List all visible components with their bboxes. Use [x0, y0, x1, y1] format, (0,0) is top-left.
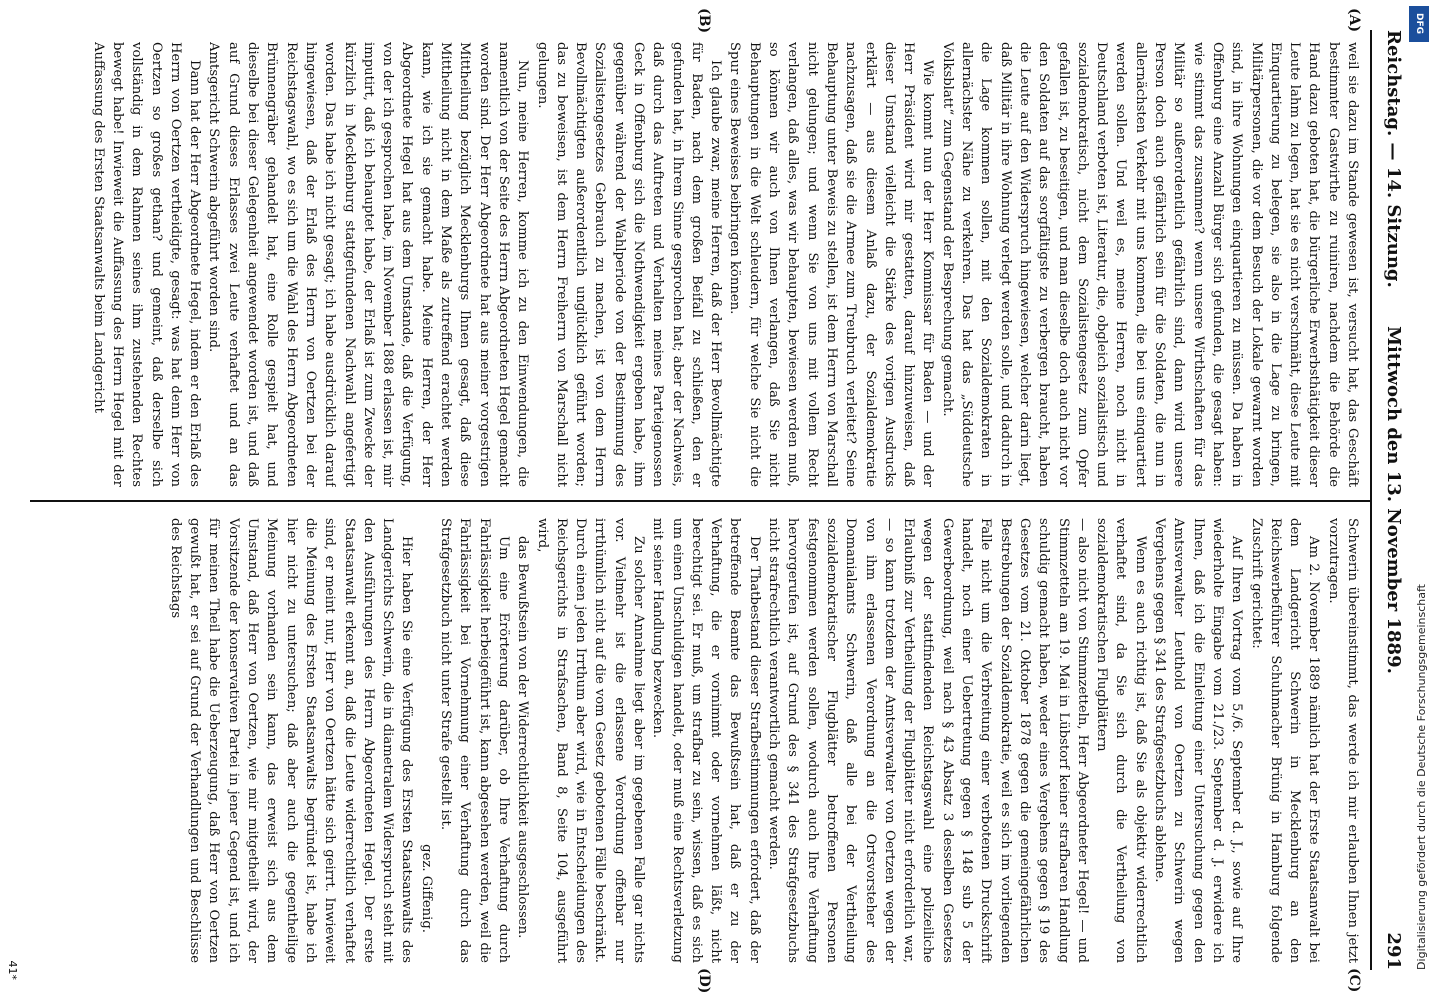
- paragraph: Dann hat der Herr Abgeordnete Hegel, indem er den Erlaß des Herrn von Oertzen vertheidigte, gesagt: was hat denn Herr von Oertzen so großes gethan? und gemeint, daß derselbe sich vollständig in dem Rahmen seines ihm zustehenden Rechtes bewegt habe! Inwieweit die Auffassung des Herrn Hegel mit der Auffassung des Ersten Staatsanwalts beim Landgericht: [90, 42, 203, 487]
- quoted-paragraph: Auf Ihren Vortrag vom 5./6. September d. J., sowie auf Ihre wiederholte Eingabe vom 21./23. September d. J. erwidere ich Ihnen, daß ich die Einleitung einer Untersuchung gegen den Amtsverwalter Leuthold von Oertzen zu Schwerin wegen Vergehens gegen § 341 des Strafgesetzbuchs ablehne.: [1152, 518, 1245, 963]
- quoted-paragraph: Wenn es auch richtig ist, daß Sie als objektiv widerrechtlich verhaftet sind, da Sie sich durch die Vertheilung von sozialdemokratischen Flugblättern: [1094, 518, 1148, 963]
- quoted-paragraph: Zu solcher Annahme liegt aber im gegebenen Falle gar nichts vor. Vielmehr ist die erlassene Verordnung offenbar nur irrthümlich nicht auf die vom Gesetz gebotenen Fälle beschränkt. Durch einen jeden Irrthum aber wird, wie in Entscheidungen des Reichsgerichts in Strafsachen, Band 8, Seite 104, ausgeführt wird,: [534, 518, 647, 963]
- paragraph: Am 2. November 1889 nämlich hat der Erste Staatsanwalt bei dem Landgericht Schwerin in Mecklenburg an den Reichswerbeführer Schuhmacher Brünig in Hamburg folgende Zuschrift gerichtet:: [1248, 518, 1322, 963]
- paragraph: Ich glaube zwar, meine Herren, daß der Herr Bevollmächtigte für Baden, nach dem großen Beifall zu schließen, den er gefunden hat, in Ihrem Sinne gesprochen hat; aber der Nachweis, daß durch das Auftreten und Verhalten meines Parteigenossen Geck in Offenburg sich die Nothwendigkeit ergeben habe, ihm gegenüber während der Wahlperiode von der Bestimmung des Sozialistengesetzes Gebrauch zu machen, ist von dem Herrn Bevollmächtigten außerordentlich unglücklich geführt worden; das zu beweisen, ist dem Herrn Freiherrn von Marschall nicht gelungen.: [534, 42, 724, 487]
- paragraph: Hier haben Sie eine Verfügung des Ersten Staatsanwalts des Landgerichts Schwerin, die in diametralem Widerspruch steht mit den Ausführungen des Herrn Abgeordneten Hegel. Der erste Staatsanwalt erkennt an, daß die Leute widerrechtlich verhaftet sind, er meint nur, Herr von Oertzen hätte sich geirrt. Inwieweit die Meinung des Ersten Staatsanwalts begründet ist, habe ich hier nicht zu untersuchen; daß aber auch die gegentheilige Meinung vorhanden sein kann, das erweist sich aus dem Umstand, daß Herr von Oertzen, wie mir mitgetheilt wird, der Vorsitzende der konservativen Partei in jener Gegend ist, und ich für meinen Theil habe die Ueberzeugung, daß Herr von Oertzen gewußt hat, er sei auf Grund der Verhandlungen und Beschlüsse des Reichstags: [167, 518, 415, 963]
- header-rule: [1370, 30, 1372, 970]
- column-divider: [30, 500, 1370, 502]
- paragraph: Wie kommt nun der Herr Kommissar für Baden — und der Herr Präsident wird mir gestatten, darauf hinzuweisen, daß dieser Umstand vielleicht die Stärke des vorigen Ausdrucks erklärt — aus diesem Anlaß dazu, der Sozialdemokratie nachzusagen, daß sie die Armee zum Treubruch verleitet? Seine Behauptung unter Beweis zu stellen, ist dem Herrn von Marschall nicht gelungen; und wenn Sie von uns mit vollem Recht verlangen, daß alles, was wir behaupten, bewiesen werden muß, so können wir auch von Ihnen verlangen, daß Sie nicht Behauptungen in die Welt schleudern, für welche Sie nicht die Spur eines Beweises beibringen können.: [727, 42, 936, 487]
- left-column: [32, 42, 1362, 487]
- right-column: [32, 518, 1362, 963]
- sheet-signature-mark: 41*: [6, 960, 19, 980]
- dfg-logo: DFG: [1409, 6, 1429, 42]
- quoted-paragraph: Um eine Erörterung darüber, ob Ihre Verhaftung durch Fahrlässigkeit herbeigeführt ist, kann abgesehen werden, weil die Fahrlässigkeit bei Vornehmung einer Verhaftung durch das Strafgesetzbuch nicht unter Strafe gestellt ist.: [438, 518, 511, 963]
- page-number: 291: [1383, 932, 1404, 970]
- quoted-paragraph: das Bewußtsein von der Widerrechtlichkeit ausgeschlossen.: [515, 536, 531, 939]
- paragraph: — also nicht von Stimmzetteln, Herr Abgeordneter Hegel! — und Stimmzetteln am 19. Mai in Lübstorf keiner strafbaren Handlung schuldig gemacht haben, weder eines Vergehens gegen § 19 des Gesetzes vom 21. Oktober 1878 gegen die gemeingefährlichen Bestrebungen der Sozialdemokratie, weil es sich im vorliegenden Falle nicht um die Verbreitung einer verbotenen Druckschrift handelt, noch einer Uebertretung gegen § 148 sub 5 der Gewerbeordnung, weil nach § 43 Absatz 3 desselben Gesetzes wegen der stattfindenden Reichstagswahl eine polizeiliche Erlaubniß zur Vertheilung der Flugblätter nicht erforderlich war, — so kann trotzdem der Amtsverwalter von Oertzen wegen der von ihm erlassenen Verordnung an die Ortsvorsteher des Domanialamts Schwerin, daß alle bei der Vertheilung sozialdemokratischer Flugblätter betroffenen Personen festgenommen werden sollen, wodurch auch Ihre Verhaftung hervorgerufen ist, auf Grund des § 341 des Strafgesetzbuchs nicht strafrechtlich verantwortlich gemacht werden.: [766, 518, 1090, 963]
- header-session: Reichstag. — 14. Sitzung.: [1383, 30, 1404, 288]
- signature: gez. Giffenig.: [418, 844, 434, 933]
- paragraph: Schwerin übereinstimmt, das werde ich mir erlauben Ihnen jetzt vorzutragen.: [1325, 518, 1360, 963]
- margin-marker-d: (D): [696, 968, 712, 994]
- credit-strip: [1406, 0, 1432, 1000]
- paragraph: weil sie dazu im Stande gewesen ist, versucht hat, das Geschäft bestimmter Gastwirthe zu ruiniren, nachdem die Behörde die Hand dazu geboten hat, die bürgerliche Erwerbsthätigkeit dieser Leute lahm zu legen, hat sie es nicht verschmäht, diese Leute mit Einquartierung zu belegen, sie also in die Lage zu bringen, Militärpersonen, die vor dem Besuch der Lokale gewarnt worden sind, in ihre Wohnungen einquartieren zu müssen. Da haben in Offenburg eine Anzahl Bürger sich gefunden, die gesagt haben: wie stimmt das zusammen? wenn unsere Wirthschaften für das Militär so außerordentlich gefährlich sind, dann wird unsere Person doch auch gefährlich sein für die Soldaten, die nun in allernächsten Verkehr mit uns kommen, die bei uns einquartiert werden sollen. Und weil es, meine Herren, noch nicht in Deutschland verboten ist, Literatur, die, obgleich sozialistisch und sozialdemokratisch, nicht dem Sozialistengesetz zum Opfer gefallen ist, zu beseitigen, und man dieselbe doch auch nicht vor den Soldaten auf das sorgfältigste zu verbergen braucht, haben die Leute auf den Widerspruch hingewiesen, welcher darin liegt, daß Militär in ihre Wohnung verlegt werden solle, und dadurch in die Lage kommen sollen, mit den Sozialdemokraten in allernächster Nähe zu verkehren. Das hat das „Süddeutsche Volksblatt“ zum Gegenstand der Besprechung gemacht.: [939, 42, 1360, 487]
- margin-marker-b: (B): [696, 8, 712, 34]
- paragraph: Nun, meine Herren, komme ich zu den Einwendungen, die namentlich von der Seite des Herrn Abgeordneten Hegel gemacht worden sind. Der Herr Abgeordnete hat aus meiner vorgestrigen Mittheilung bezüglich Mecklenburgs Ihnen gesagt, daß diese Mittheilung nicht in dem Maße als zutreffend erachtet werden kann, wie ich sie gemacht habe. Meine Herren, der Herr Abgeordnete Hegel hat aus dem Umstande, daß die Verfügung, von der ich gesprochen habe, im November 1888 erlassen ist, mir imputirt, daß ich behauptet habe, der Erlaß ist zum Zwecke der kürzlich in Mecklenburg stattgefundenen Nachwahl angefertigt worden. Das habe ich nicht gesagt; ich habe ausdrücklich darauf hingewiesen, daß der Erlaß des Herrn von Oertzen bei der Reichstagswahl, wo es sich um die Wahl des Herrn Abgeordneten Brünnengräber gehandelt hat, eine Rolle gespielt hat, und dieselbe bei dieser Gelegenheit angewendet worden ist, und daß auf Grund dieses Erlasses zwei Leute verhaftet und an das Amtsgericht Schwerin abgeführt worden sind.: [206, 42, 531, 487]
- margin-marker-c: (C): [1346, 968, 1362, 993]
- digitization-credit: Digitalisierung gefördert durch die Deutsche Forschungsgemeinschaft: [1415, 584, 1428, 970]
- quoted-paragraph: Der Thatbestand dieser Strafbestimmungen erfordert, daß der betreffende Beamte das Bewußtsein hat, daß er zu der Verhaftung, die er vornimmt oder vornehmen läßt, nicht berechtigt sei. Er muß, um strafbar zu sein, wissen, daß es sich um einen Unschuldigen handelt, oder muß eine Rechtsverletzung mit seiner Handlung bezwecken.: [650, 518, 762, 963]
- margin-marker-a: (A): [1346, 8, 1362, 33]
- header-date: Mittwoch den 13. November 1889.: [1383, 326, 1404, 674]
